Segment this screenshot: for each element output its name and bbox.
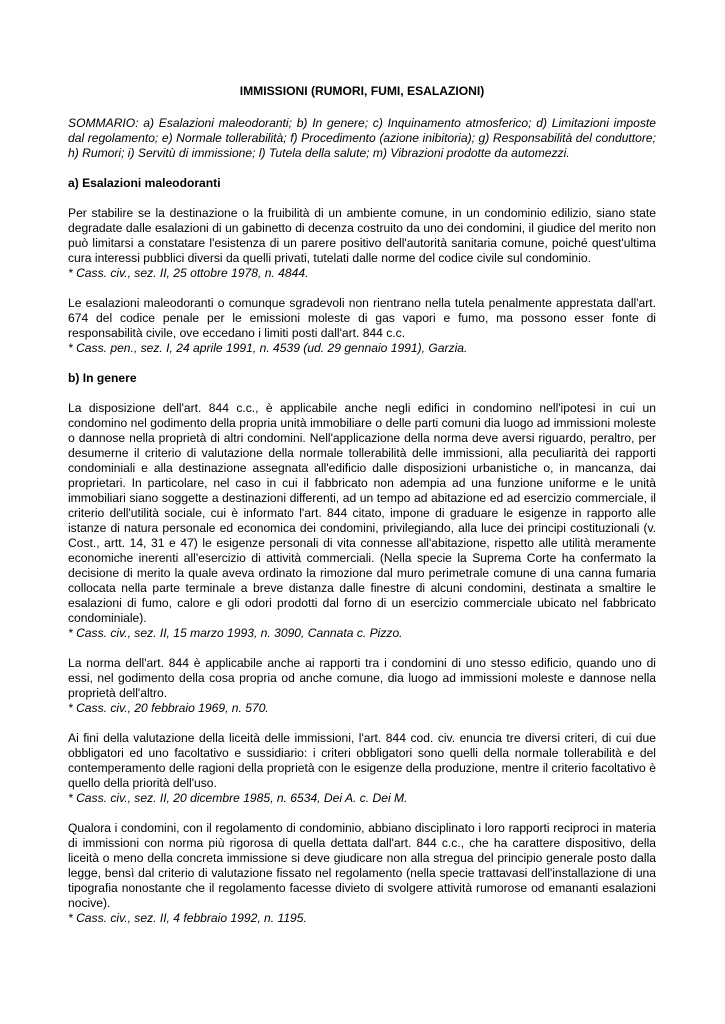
paragraph: Le esalazioni maleodoranti o comunque sgradevoli non rientrano nella tutela penalmente apprestata dall'art. 674 del codice penale per le emissioni moleste di gas vapori e fumo, ma possono esser fonte di responsabilità civile, ove eccedano i limiti posti dall'art. 844 c.c. <box>68 296 656 340</box>
citation: * Cass. civ., sez. II, 15 marzo 1993, n. 3090, Cannata c. Pizzo. <box>68 626 403 640</box>
document-title: IMMISSIONI (RUMORI, FUMI, ESALAZIONI) <box>239 84 485 98</box>
paragraph: Per stabilire se la destinazione o la fruibilità di un ambiente comune, in un condominio edilizio, siano state degradate dalle esalazioni di un gabinetto di decenza costruito da uno dei condomini, il giudice del merito non può limitarsi a constatare l'esistenza di un parere positivo dell'autorità sanitaria comune, poiché quest'ultima cura interessi pubblici diversi da quelli privati, tutelati dalle norme del codice civile sul condominio. <box>68 206 656 265</box>
document-page <box>68 84 656 941</box>
paragraph: La disposizione dell'art. 844 c.c., è applicabile anche negli edifici in condomino nell'ipotesi in cui un condomino nel godimento della propria unità immobiliare o delle parti comuni dia luogo ad immissioni moleste o dannose nella proprietà di altri condomini. Nell'applicazione della norma deve aversi riguardo, peraltro, per desumerne il criterio di valutazione della normale tollerabilità delle immissioni, alla peculiarità dei rapporti condominiali e alla destinazione assegnata all'edificio dalle disposizioni urbanistiche o, in mancanza, dai proprietari. In particolare, nel caso in cui il fabbricato non adempia ad una funzione uniforme e le unità immobiliari siano soggette a destinazioni differenti, ad un tempo ad abitazione ed ad esercizio commerciale, il criterio dell'utilità sociale, cui è informato l'art. 844 citato, impone di graduare le esigenze in rapporto alle istanze di natura personale ed economica dei condomini, privilegiando, alla luce dei principi costituzionali (v. Cost., artt. 14, 31 e 47) le esigenze personali di vita connesse all'abitazione, rispetto alle utilità meramente economiche inerenti all'esercizio di attività commerciali. (Nella specie la Suprema Corte ha confermato la decisione di merito la quale aveva ordinato la rimozione dal muro perimetrale comune di una canna fumaria collocata nella parte terminale a breve distanza dalle finestre di alcuni condomini, destinata a smaltire le esalazioni di fumo, calore e gli odori prodotti dal forno di un esercizio commerciale ubicato nel fabbricato condominiale). <box>68 401 656 625</box>
section-heading-b: b) In genere <box>68 371 137 385</box>
section-heading-a: a) Esalazioni maleodoranti <box>68 176 221 190</box>
paragraph: Qualora i condomini, con il regolamento di condominio, abbiano disciplinato i loro rapporti reciproci in materia di immissioni con norma più rigorosa di quella dettata dall'art. 844 c.c., che ha carattere dispositivo, della liceità o meno della concreta immissione si deve giudicare non alla stregua del principio generale posto dalla legge, bensì dal criterio di valutazione fissato nel regolamento (nella specie trattavasi dell'installazione di una tipografia nonostante che il regolamento facesse divieto di svolgere attività rumorose od emananti esalazioni nocive). <box>68 821 656 910</box>
citation: * Cass. civ., 20 febbraio 1969, n. 570. <box>68 701 269 715</box>
citation: * Cass. civ., sez. II, 20 dicembre 1985, n. 6534, Dei A. c. Dei M. <box>68 791 408 805</box>
citation: * Cass. pen., sez. I, 24 aprile 1991, n. 4539 (ud. 29 gennaio 1991), Garzia. <box>68 341 468 355</box>
paragraph: Ai fini della valutazione della liceità delle immissioni, l'art. 844 cod. civ. enuncia tre diversi criteri, di cui due obbligatori ed uno facoltativo e sussidiario: i criteri obbligatori sono quelli della normale tollerabilità e del contemperamento delle ragioni della proprietà con le esigenze della produzione, mentre il criterio facoltativo è quello della priorità dell'uso. <box>68 731 656 790</box>
citation: * Cass. civ., sez. II, 25 ottobre 1978, n. 4844. <box>68 266 309 280</box>
citation: * Cass. civ., sez. II, 4 febbraio 1992, n. 1195. <box>68 911 307 925</box>
paragraph: La norma dell'art. 844 è applicabile anche ai rapporti tra i condomini di uno stesso edificio, quando uno di essi, nel godimento della cosa propria od anche comune, dia luogo ad immissioni moleste e dannose nella proprietà dell'altro. <box>68 656 656 700</box>
summary-paragraph: SOMMARIO: a) Esalazioni maleodoranti; b) In genere; c) Inquinamento atmosferico; d) Limitazioni imposte dal regolamento; e) Normale tollerabilità; f) Procedimento (azione inibitoria); g) Responsabilità del conduttore; h) Rumori; i) Servitù di immissione; l) Tutela della salute; m) Vibrazioni prodotte da automezzi. <box>68 116 656 160</box>
